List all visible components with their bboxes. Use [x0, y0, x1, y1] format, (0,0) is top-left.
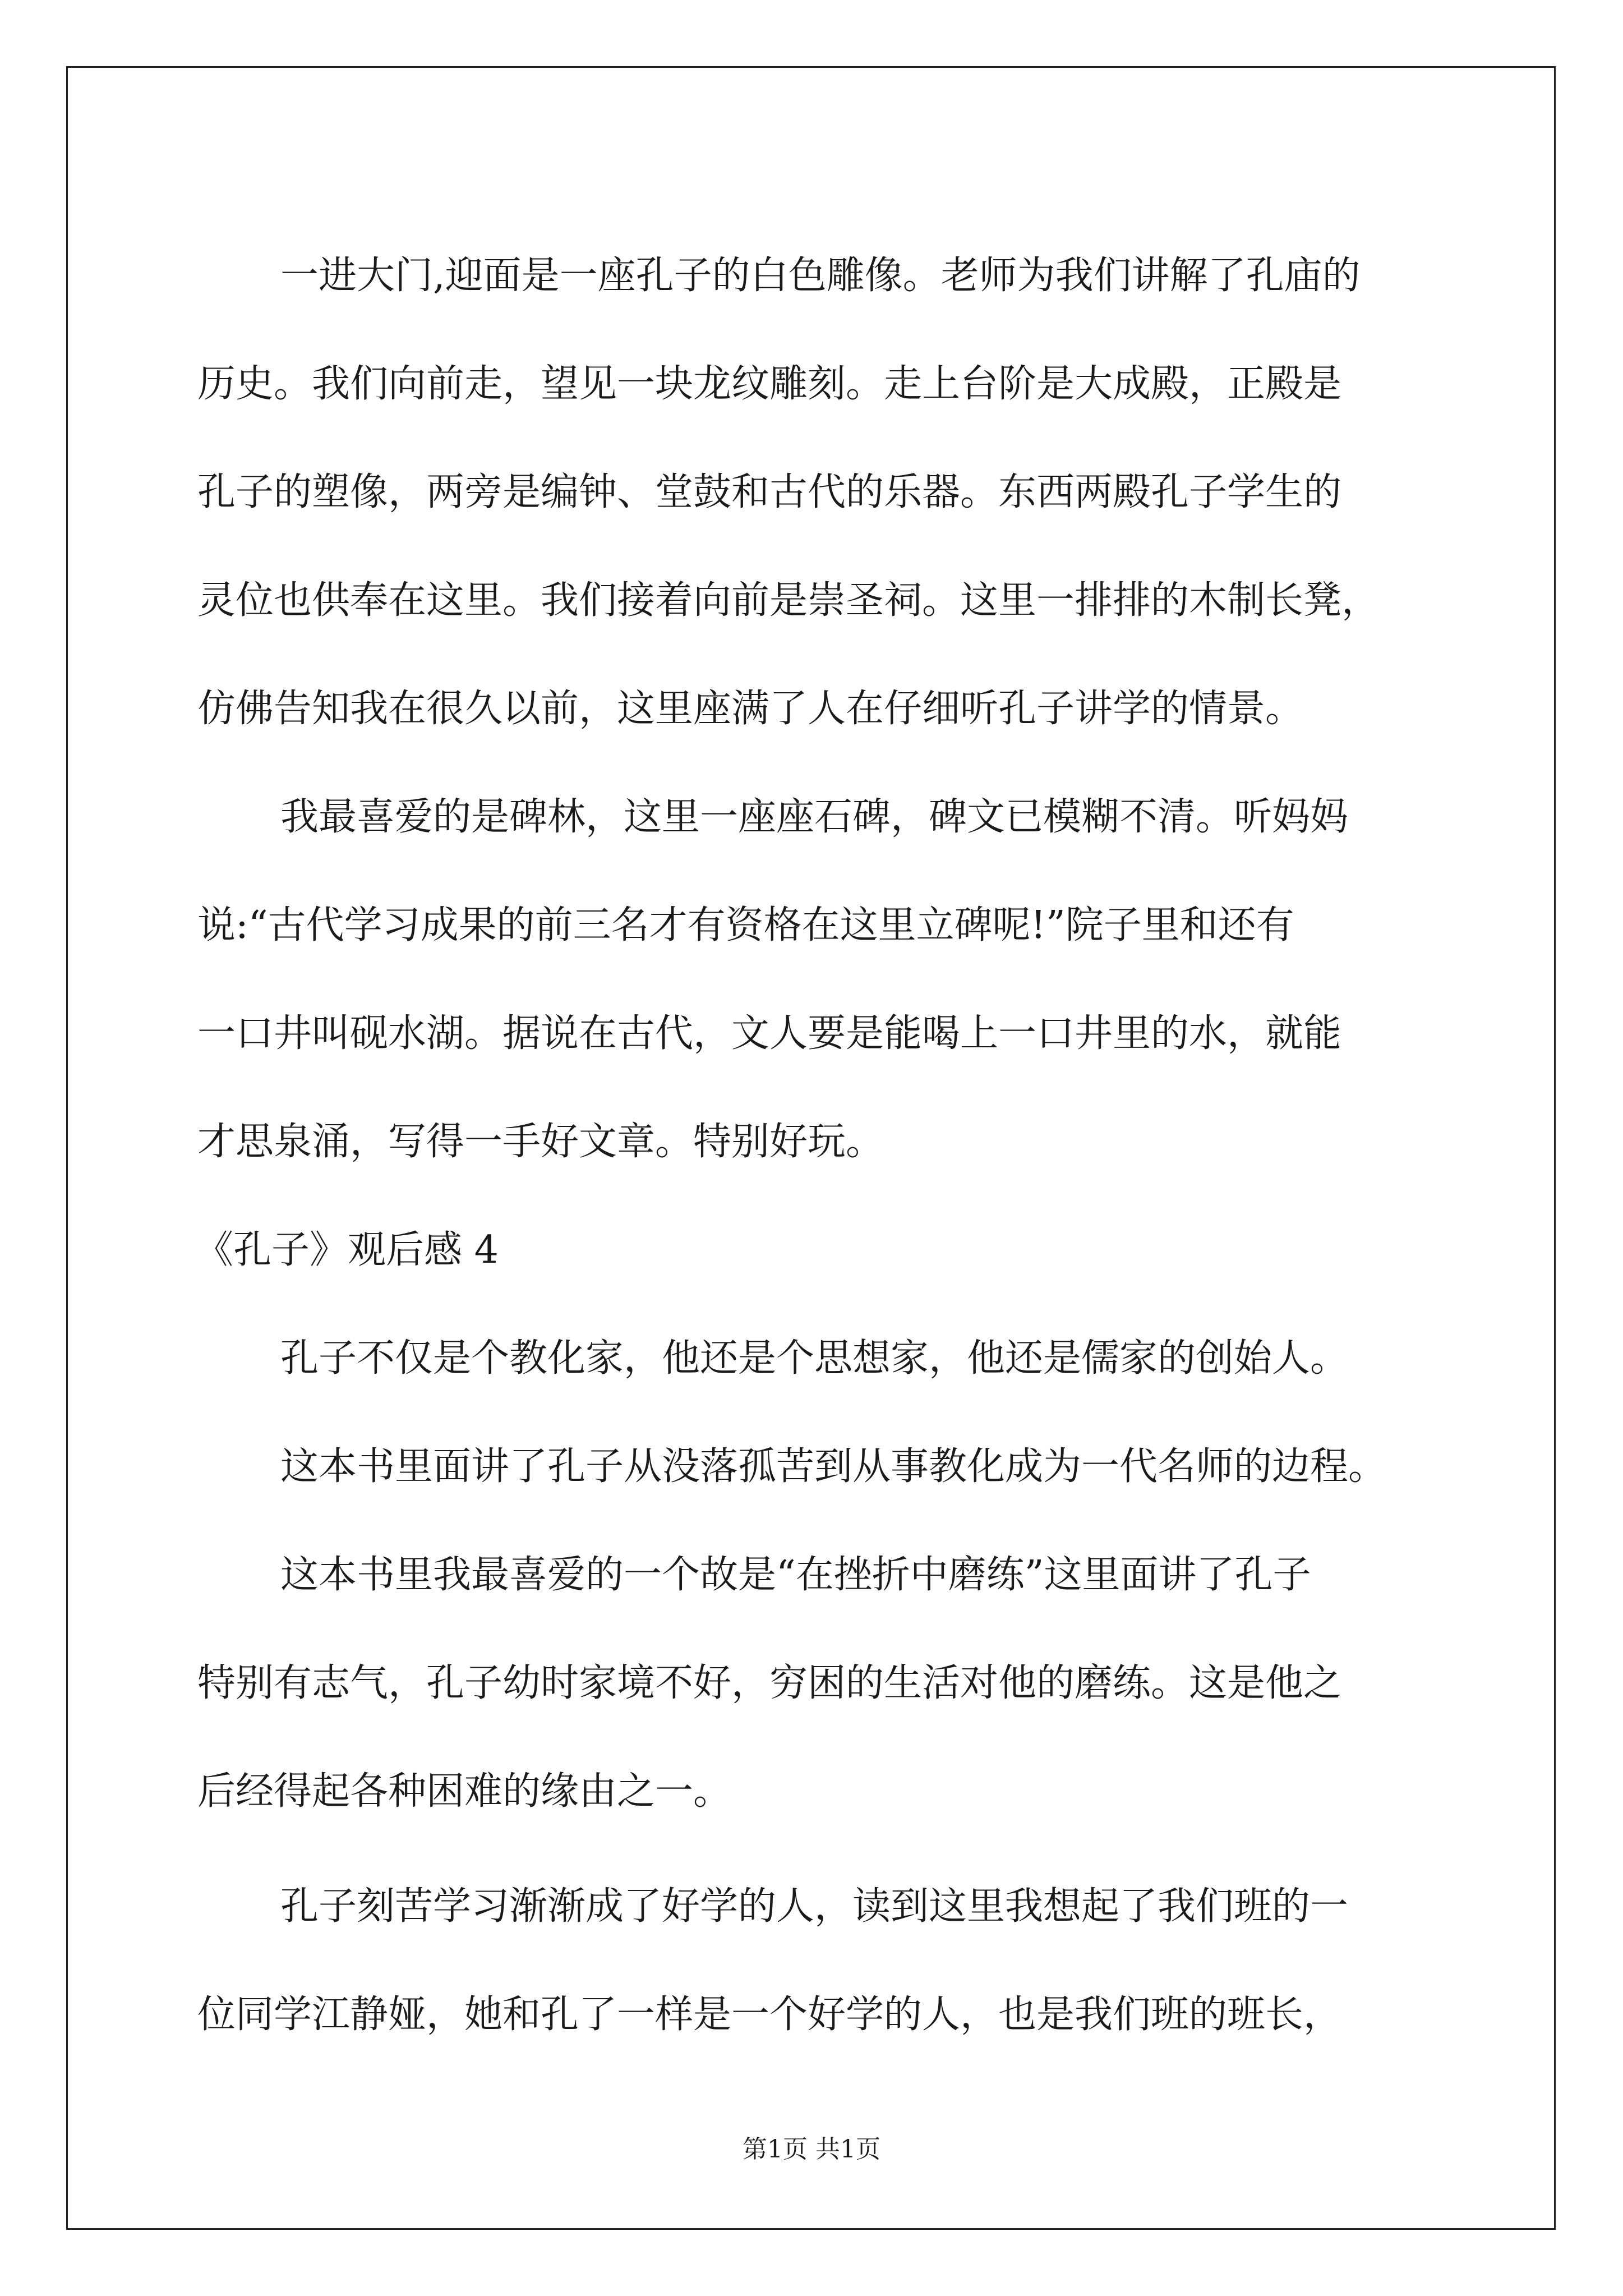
paragraph-line: 才思泉涌，写得一手好文章。特别好玩。: [197, 1120, 884, 1164]
paragraph-line: 灵位也供奉在这里。我们接着向前是崇圣祠。这里一排排的木制长凳，: [197, 578, 1380, 623]
section-heading: 《孔子》观后感 4: [195, 1228, 499, 1272]
paragraph-line: 仿佛告知我在很久以前，这里座满了人在仔细听孔子讲学的情景。: [197, 687, 1304, 731]
paragraph-line: 一进大门,迎面是一座孔子的白色雕像。老师为我们讲解了孔庙的: [280, 254, 1361, 298]
paragraph-line: 特别有志气，孔子幼时家境不好，穷困的生活对他的磨练。这是他之: [197, 1661, 1342, 1705]
paragraph-line: 这本书里我最喜爱的一个故是“在挫折中磨练”这里面讲了孔子: [280, 1553, 1311, 1597]
paragraph-line: 孔子不仅是个教化家，他还是个思想家，他还是儒家的创始人。: [280, 1336, 1349, 1381]
paragraph-line: 孔子的塑像，两旁是编钟、堂鼓和古代的乐器。东西两殿孔子学生的: [197, 470, 1342, 514]
page-footer: 第1页 共1页: [743, 2135, 880, 2164]
paragraph-line: 一口井叫砚水湖。据说在古代，文人要是能喝上一口井里的水，就能: [197, 1011, 1342, 1056]
paragraph-line: 位同学江静娅，她和孔了一样是一个好学的人，也是我们班的班长，: [197, 1993, 1342, 2037]
paragraph-line: 孔子刻苦学习渐渐成了好学的人，读到这里我想起了我们班的一: [280, 1884, 1349, 1929]
paragraph-line: 后经得起各种困难的缘由之一。: [197, 1769, 732, 1814]
paragraph-line: 历史。我们向前走，望见一块龙纹雕刻。走上台阶是大成殿，正殿是: [197, 362, 1342, 406]
document-body: [197, 222, 1431, 2069]
paragraph-line: 我最喜爱的是碑林，这里一座座石碑，碑文已模糊不清。听妈妈: [280, 795, 1349, 839]
paragraph-line: 这本书里面讲了孔子从没落孤苦到从事教化成为一代名师的边程。: [280, 1444, 1387, 1489]
paragraph-line: 说:“古代学习成果的前三名才有资格在这里立碑呢!”院子里和还有: [197, 903, 1294, 947]
